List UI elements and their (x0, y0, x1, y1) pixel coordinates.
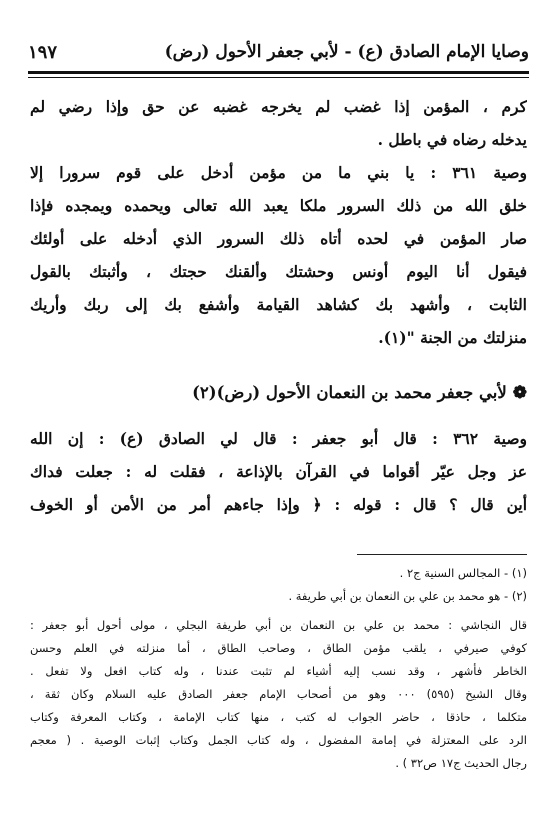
text-line: كرم ، المؤمن إذا غضب لم يخرجه غضبه عن حق وإذا رضي لم (30, 97, 527, 116)
footnote-line: الخاطر فأشهر ، وقد نسب إليه أشياء لم تثبت عندنا ، وله كتاب افعل ولا تفعل . (30, 664, 527, 678)
text-line: منزلتك من الجنة "(١). (378, 328, 527, 347)
will-362-label: وصية ٣٦٢ : (432, 429, 527, 448)
will-362-heading-line (30, 422, 527, 455)
footnote-2: (٢) - هو محمد بن علي بن النعمان بن أبي طريفة . (288, 589, 527, 603)
text-line: الثابت ، وأشهد بك كشاهد القيامة وأشفع بك إلى ربك وأريك (30, 295, 527, 314)
footnote-divider (357, 554, 527, 555)
header-divider (28, 71, 529, 74)
footnote-line: قال النجاشي : محمد بن علي بن النعمان بن أبي طريفة البجلي ، مولى أحول أبو جعفر : (30, 618, 527, 632)
text-line: يدخله رضاه في باطل . (377, 130, 527, 149)
will-361-label: وصية ٣٦١ : (430, 163, 527, 182)
text-line: صار المؤمن في لحده أتاه ذلك السرور الذي أدخله على أولئك (30, 229, 527, 248)
footnote-1: (١) - المجالس السنية ج٢ . (399, 566, 527, 580)
text-line: أين قال ؟ قال : قوله : ﴿ وإذا جاءهم أمر من الأمن أو الخوف (30, 495, 527, 514)
section-heading (30, 376, 527, 410)
will-361-heading-line (30, 156, 527, 189)
footnote-line: متكلما ، حاذقا ، حاضر الجواب له كتب ، منها كتاب الإمامة ، وكتاب المعرفة وكتاب (30, 710, 527, 724)
footnote-line: رجال الحديث ج١٧ ص٣٢ ) . (395, 756, 527, 770)
footnote-line: كوفي صيرفي ، يلقب مؤمن الطاق ، وصاحب الطاق ، أما منزلته في العلم وحسن (30, 641, 527, 655)
will-362-text: قال أبو جعفر : قال لي الصادق (ع) : إن الله (30, 429, 417, 448)
running-header (28, 34, 529, 74)
section-heading-text: لأبي جعفر محمد بن النعمان الأحول (رض)(٢) (192, 383, 507, 402)
text-line: فيقول أنا اليوم أونس وحشتك وألقنك حجتك ، وأثبتك بالقول (30, 262, 527, 281)
main-text (30, 90, 527, 521)
text-line: عز وجل عيّر أقواما في القرآن بالإذاعة ، فقلت له : جعلت فداك (30, 462, 527, 481)
footnote-line: وقال الشيخ (٥٩٥) ٠٠٠ وهو من أصحاب الإمام جعفر الصادق عليه السلام وكان ثقة ، (30, 687, 527, 701)
footnotes (30, 562, 527, 775)
text-line: خلق الله من ذلك السرور ملكا يعبد الله تعالى ويحمده ويمجده فإذا (30, 196, 527, 215)
star-ornament-icon: ❁ (512, 383, 527, 403)
page-number: ١٩٧ (28, 42, 58, 63)
will-361-text: يا بني ما من مؤمن أدخل على قوم سرورا إلا (30, 163, 415, 182)
running-title: وصايا الإمام الصادق (ع) - لأبي جعفر الأحول (رض) (164, 42, 529, 62)
footnote-line: الرد على المعتزلة في إمامة المفضول ، وله كتاب الجمل وكتاب إثبات الوصية . ( معجم (30, 733, 527, 747)
